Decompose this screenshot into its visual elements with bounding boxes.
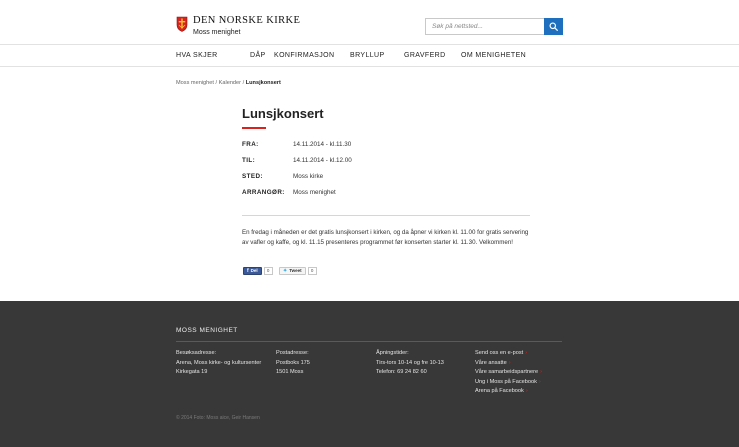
footer-link-label: Arena på Facebook <box>475 388 524 395</box>
tweet-button[interactable] <box>279 267 306 275</box>
search-input[interactable] <box>425 18 544 35</box>
event-description: En fredag i måneden er det gratis lunsjkonsert i kirken, og da åpner vi kirken kl. 11.00 for gratis servering av vafler og kaffe, og kl. 11.15 presenteres programmet før konserten starter kl. 11.30. Velkommen! <box>242 229 529 247</box>
title-underline <box>242 127 266 129</box>
nav-item-om-menigheten[interactable]: OM MENIGHETEN <box>461 52 527 59</box>
nav-item-bryllup[interactable]: BRYLLUP <box>350 52 385 59</box>
footer-link-staff[interactable] <box>475 359 542 369</box>
site-footer <box>0 301 739 447</box>
footer-link-label: Våre samarbeidspartnere <box>475 369 539 376</box>
breadcrumb-link-home[interactable]: Moss menighet <box>176 80 214 86</box>
footer-title: MOSS MENIGHET <box>176 327 238 334</box>
facebook-share <box>243 266 273 275</box>
footer-link-label: Ung i Moss på Facebook <box>475 378 537 385</box>
meta-value: 14.11.2014 - kl.12.00 <box>293 157 352 164</box>
search-icon <box>549 22 558 31</box>
logo-subtitle: Moss menighet <box>193 28 241 36</box>
church-crest-icon <box>176 16 188 32</box>
search-form <box>425 18 563 35</box>
footer-link-email[interactable] <box>475 349 542 359</box>
chevron-right-icon: › <box>538 378 541 385</box>
twitter-bird-icon: ✦ <box>283 267 288 274</box>
main-navigation <box>0 44 739 67</box>
meta-label: FRA: <box>242 141 259 148</box>
chevron-right-icon: › <box>525 350 528 356</box>
footer-link-arena-facebook[interactable] <box>475 387 542 397</box>
footer-link-label: Våre ansatte <box>475 359 507 366</box>
content-divider <box>242 215 530 216</box>
chevron-right-icon: › <box>508 359 511 366</box>
facebook-icon: f <box>247 267 249 274</box>
footer-heading: Åpningstider: <box>376 350 409 356</box>
footer-opening-hours <box>376 349 444 378</box>
footer-text: Tirs-tors 10-14 og fre 10-13 <box>376 359 444 366</box>
nav-item-dap[interactable]: DÅP <box>250 52 266 59</box>
footer-text: Postboks 175 <box>276 359 310 366</box>
chevron-right-icon: › <box>525 388 528 395</box>
nav-item-konfirmasjon[interactable]: KONFIRMASJON <box>274 52 335 59</box>
facebook-share-button[interactable] <box>243 267 262 275</box>
footer-link-ung-facebook[interactable] <box>475 378 542 388</box>
footer-link-partners[interactable] <box>475 368 542 378</box>
footer-text: Kirkegata 19 <box>176 369 208 376</box>
nav-item-gravferd[interactable]: GRAVFERD <box>404 52 446 59</box>
breadcrumb <box>176 80 281 86</box>
footer-text: 1501 Moss <box>276 369 304 376</box>
site-logo[interactable] <box>176 16 300 36</box>
twitter-share <box>279 266 317 275</box>
search-button[interactable] <box>544 18 563 35</box>
copyright-text: © 2014 Foto: Moss aice, Geir Hansen <box>176 415 260 421</box>
footer-text: Telefon: 69 24 82 60 <box>376 369 427 376</box>
breadcrumb-current: Lunsjkonsert <box>245 80 281 86</box>
logo-title: DEN NORSKE KIRKE <box>193 15 301 26</box>
meta-value: 14.11.2014 - kl.11.30 <box>293 141 352 148</box>
meta-label: TIL: <box>242 157 256 164</box>
page-title: Lunsjkonsert <box>242 106 324 121</box>
site-header <box>0 0 739 44</box>
facebook-share-count: 0 <box>264 267 273 275</box>
tweet-label: Tweet <box>289 268 302 273</box>
breadcrumb-separator: / <box>215 80 218 86</box>
footer-heading: Besøksadresse: <box>176 350 217 356</box>
chevron-right-icon: › <box>540 369 542 376</box>
footer-postal-address <box>276 349 310 378</box>
nav-item-hva-skjer[interactable]: HVA SKJER <box>176 52 218 59</box>
footer-links <box>475 349 542 397</box>
footer-link-label: Send oss en e-post <box>475 350 524 356</box>
facebook-share-label: Del <box>250 268 258 273</box>
footer-text: Arena, Moss kirke- og kultursenter <box>176 359 262 366</box>
meta-label: ARRANGØR: <box>242 189 285 196</box>
breadcrumb-separator: / <box>242 80 245 86</box>
breadcrumb-link-kalender[interactable]: Kalender <box>218 80 242 86</box>
meta-value: Moss menighet <box>293 189 336 196</box>
footer-visit-address <box>176 349 261 378</box>
footer-divider <box>176 341 562 342</box>
meta-value: Moss kirke <box>293 173 324 180</box>
tweet-count: 0 <box>308 267 317 275</box>
footer-heading: Postadresse: <box>276 350 309 356</box>
meta-label: STED: <box>242 173 263 180</box>
